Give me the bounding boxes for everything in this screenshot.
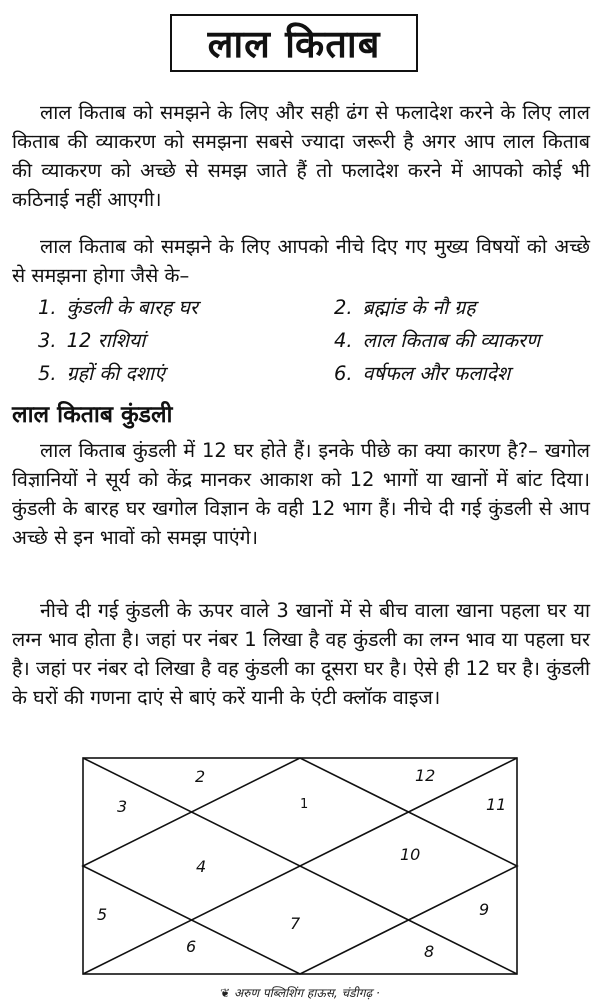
house-label: 11: [486, 795, 507, 814]
house-label: 6: [186, 937, 197, 956]
page-title: लाल किताब: [170, 14, 418, 72]
house-label: 7: [290, 914, 301, 933]
topic-item: 4. लाल किताब की व्याकरण: [334, 329, 541, 352]
topic-item: 2. ब्रह्मांड के नौ ग्रह: [334, 296, 476, 319]
house-label: 10: [400, 845, 421, 864]
topic-item: 1. कुंडली के बारह घर: [38, 296, 198, 319]
house-label: 1: [300, 797, 309, 812]
topic-item: 3. 12 राशियां: [38, 329, 146, 352]
topic-item: 5. ग्रहों की दशाएं: [38, 362, 165, 385]
house-label: 8: [424, 942, 435, 961]
house-label: 12: [415, 766, 436, 785]
kundali-paragraph: लाल किताब कुंडली में 12 घर होते हैं। इनके पीछे का क्या कारण है?– खगोल विज्ञानियों ने सूर्य को केंद्र मानकर आकाश को 12 भागों या खानों में बांट दिया। कुंडली के बारह घर खगोल विज्ञान के वही 12 भाग हैं। नीचे दी गई कुंडली से आप अच्छे से इन भावों को समझ पाएंगे।: [12, 439, 590, 549]
topics-intro-paragraph: लाल किताब को समझने के लिए आपको नीचे दिए गए मुख्य विषयों को अच्छे से समझना होगा जैसे के–: [12, 235, 590, 287]
house-label: 5: [97, 905, 108, 924]
footer: ❦ अरुण पब्लिशिंग हाऊस, चंडीगढ़ ·: [220, 986, 380, 1000]
intro-paragraph: लाल किताब को समझने के लिए और सही ढंग से फलादेश करने के लिए लाल किताब की व्याकरण को समझना सबसे ज्यादा जरूरी है अगर आप लाल किताब की व्याकरण को अच्छे से समझ जाते हैं तो फलादेश करने में आपको कोई भी कठिनाई नहीं आएगी।: [12, 101, 590, 211]
house-label: 9: [479, 900, 490, 919]
section-heading: लाल किताब कुंडली: [12, 402, 173, 428]
house-label: 3: [117, 797, 128, 816]
house-label: 2: [195, 767, 206, 786]
house-label: 4: [196, 857, 207, 876]
houses-paragraph: नीचे दी गई कुंडली के ऊपर वाले 3 खानों में से बीच वाला खाना पहला घर या लग्न भाव होता है। जहां पर नंबर 1 लिखा है वह कुंडली का लग्न भाव या पहला घर है। जहां पर नंबर दो लिखा है वह कुंडली का दूसरा घर है। ऐसे ही 12 घर है। कुंडली के घरों की गणना दाएं से बाएं करें यानी के एंटी क्लॉक वाइज।: [12, 599, 590, 709]
topic-item: 6. वर्षफल और फलादेश: [334, 362, 511, 385]
publisher-footer: अरुण पब्लिशिंग हाऊस, चंडीगढ़: [234, 986, 373, 1000]
